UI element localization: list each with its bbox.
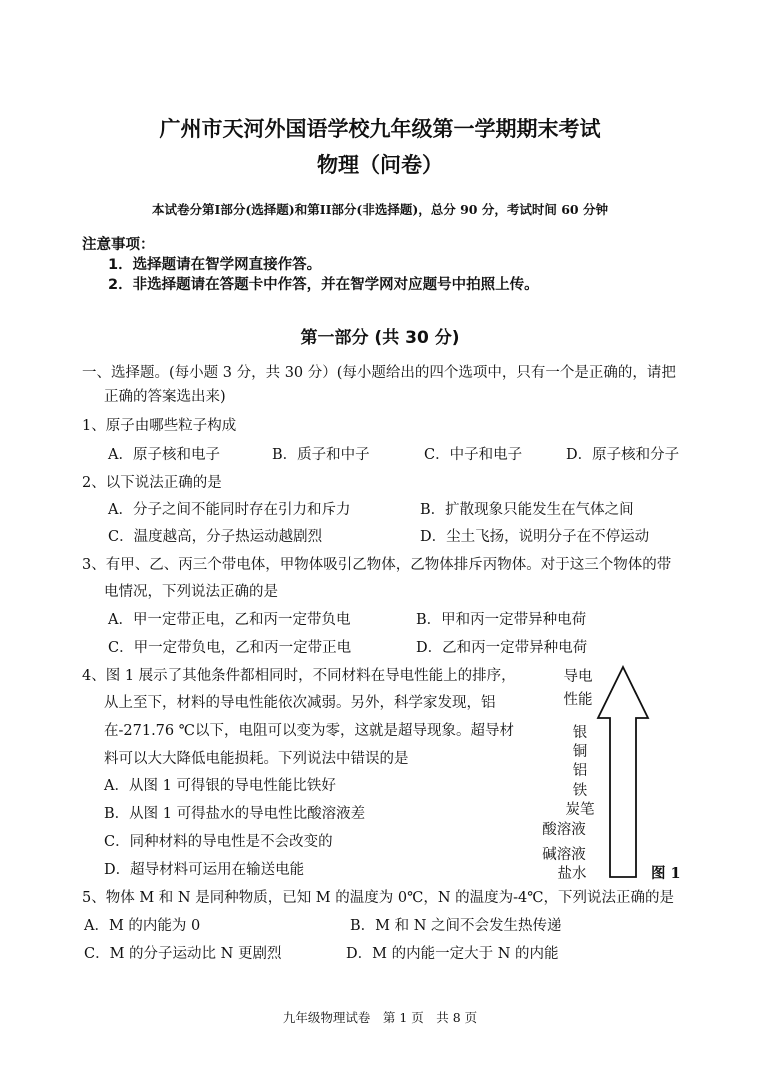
figure-material-copper: 铜 <box>572 744 588 760</box>
question-1-option-c: C．中子和电子 <box>424 447 523 463</box>
exam-title: 广州市天河外国语学校九年级第一学期期末考试 <box>159 117 601 141</box>
question-3-option-d: D．乙和丙一定带异种电荷 <box>416 640 588 656</box>
question-1-option-a: A．原子核和电子 <box>108 447 220 463</box>
question-1-option-b: B．质子和中子 <box>272 447 370 463</box>
question-5-option-d: D．M 的内能一定大于 N 的内能 <box>346 946 559 962</box>
page-footer: 九年级物理试卷 第 1 页 共 8 页 <box>282 1010 478 1025</box>
figure-material-carbon: 炭笔 <box>565 802 595 818</box>
question-5-option-c: C．M 的分子运动比 N 更剧烈 <box>84 946 282 962</box>
exam-subtitle: 物理（问卷） <box>317 153 443 177</box>
question-4-option-b: B．从图 1 可得盐水的导电性比酸溶液差 <box>104 806 366 822</box>
question-3-option-a: A．甲一定带正电，乙和丙一定带负电 <box>108 612 351 628</box>
part1-title: 第一部分 (共 30 分) <box>300 328 460 348</box>
question-2-option-a: A．分子之间不能同时存在引力和斥力 <box>108 502 351 518</box>
question-3-stem-cont: 电情况，下列说法正确的是 <box>104 584 278 600</box>
question-4-stem-cont-1: 从上至下，材料的导电性能依次减弱。另外，科学家发现，铝 <box>104 695 496 711</box>
figure-material-acid: 酸溶液 <box>542 822 586 838</box>
arrow-up-icon <box>595 665 651 880</box>
question-5-stem: 5、物体 M 和 N 是同种物质，已知 M 的温度为 0℃，N 的温度为-4℃，下列说法正确的是 <box>82 890 674 906</box>
figure-axis-label-1: 导电 <box>563 669 593 685</box>
question-5-option-a: A．M 的内能为 0 <box>84 918 201 934</box>
question-4-stem-cont-3: 料可以大大降低电能损耗。下列说法中错误的是 <box>104 751 409 767</box>
figure-caption: 图 1 <box>651 865 681 882</box>
exam-note: 本试卷分第I部分(选择题)和第II部分(非选择题)，总分 90 分，考试时间 60 分钟 <box>152 202 608 217</box>
part1-instruction-cont: 正确的答案选出来) <box>104 389 226 405</box>
question-3-option-b: B．甲和丙一定带异种电荷 <box>416 612 587 628</box>
question-4-option-d: D．超导材料可运用在输送电能 <box>104 862 305 878</box>
question-1-stem: 1、原子由哪些粒子构成 <box>82 418 237 434</box>
question-2-option-c: C．温度越高，分子热运动越剧烈 <box>108 529 323 545</box>
question-4-option-c: C．同种材料的导电性是不会改变的 <box>104 834 333 850</box>
figure-material-aluminum: 铝 <box>572 763 588 779</box>
question-3-option-c: C．甲一定带负电，乙和丙一定带正电 <box>108 640 352 656</box>
question-5-option-b: B．M 和 N 之间不会发生热传递 <box>350 918 562 934</box>
question-4-stem-cont-2: 在-271.76 ℃以下，电阻可以变为零，这就是超导现象。超导材 <box>104 723 514 739</box>
question-2-option-d: D．尘土飞扬，说明分子在不停运动 <box>420 529 650 545</box>
part1-instruction: 一、选择题。(每小题 3 分，共 30 分）(每小题给出的四个选项中，只有一个是正确的，请把 <box>82 365 676 381</box>
question-2-stem: 2、以下说法正确的是 <box>82 475 222 491</box>
question-1-option-d: D．原子核和分子 <box>566 447 680 463</box>
notice-item-1: 1．选择题请在智学网直接作答。 <box>108 257 322 273</box>
notice-heading: 注意事项： <box>82 237 155 253</box>
figure-axis-label-2: 性能 <box>563 692 593 708</box>
question-3-stem: 3、有甲、乙、丙三个带电体，甲物体吸引乙物体，乙物体排斥丙物体。对于这三个物体的带 <box>82 557 672 573</box>
question-2-option-b: B．扩散现象只能发生在气体之间 <box>420 502 634 518</box>
figure-material-iron: 铁 <box>572 783 588 799</box>
figure-material-salt-water: 盐水 <box>557 866 587 882</box>
question-4-option-a: A．从图 1 可得银的导电性能比铁好 <box>104 778 336 794</box>
question-4-stem: 4、图 1 展示了其他条件都相同时，不同材料在导电性能上的排序， <box>82 668 516 684</box>
notice-item-2: 2．非选择题请在答题卡中作答，并在智学网对应题号中拍照上传。 <box>108 277 539 293</box>
figure-material-base: 碱溶液 <box>542 847 586 863</box>
figure-material-silver: 银 <box>572 725 588 741</box>
